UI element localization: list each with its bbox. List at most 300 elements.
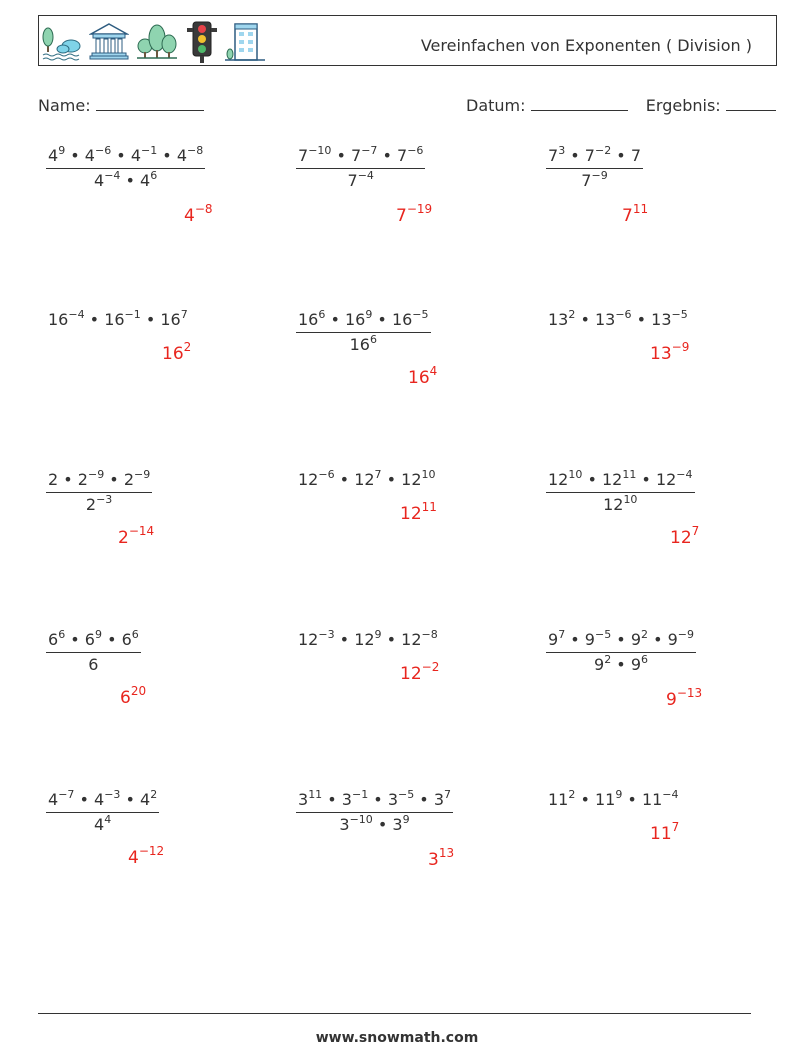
- power-base: 12: [548, 470, 569, 489]
- power-base: 16: [162, 344, 184, 364]
- power-exponent: 4: [429, 364, 438, 378]
- power-base: 12: [400, 664, 422, 684]
- power-exponent: 6: [641, 653, 648, 666]
- power-exponent: 7: [180, 308, 188, 321]
- problem-8: [296, 470, 438, 492]
- power-exponent: −9: [87, 468, 105, 481]
- power-term: [298, 630, 335, 649]
- power-exponent: 6: [150, 169, 158, 182]
- power-term: [78, 470, 104, 489]
- multiply-dot: •: [101, 630, 122, 649]
- power-base: 9: [666, 690, 677, 710]
- power-base: 4: [94, 790, 105, 809]
- power-base: 6: [120, 688, 131, 708]
- power-term: [160, 310, 187, 329]
- power-base: 7: [351, 146, 362, 165]
- power-term: [595, 790, 622, 809]
- power-exponent: −4: [68, 308, 85, 321]
- power-exponent: 11: [421, 500, 437, 514]
- power-base: 6: [88, 655, 99, 674]
- power-base: 3: [433, 790, 445, 809]
- power-exponent: −13: [676, 686, 703, 700]
- traffic-light-icon: [185, 20, 219, 64]
- power-exponent: −7: [58, 788, 75, 801]
- power-base: 13: [594, 310, 616, 329]
- power-base: 4: [176, 146, 188, 165]
- power-exponent: 7: [444, 788, 452, 801]
- power-base: 11: [650, 824, 672, 844]
- power-base: 9: [548, 630, 559, 649]
- power-term: [342, 790, 368, 809]
- power-base: 12: [400, 504, 422, 524]
- power-term: [48, 146, 65, 165]
- power-base: 12: [298, 470, 319, 489]
- date-blank[interactable]: [531, 94, 628, 111]
- power-base: 12: [601, 470, 623, 489]
- power-exponent: 10: [623, 493, 638, 506]
- power-term: [128, 844, 165, 868]
- power-exponent: −12: [138, 844, 165, 858]
- power-base: 12: [298, 630, 319, 649]
- power-base: 16: [298, 310, 319, 329]
- power-exponent: 6: [131, 628, 139, 641]
- power-exponent: −5: [398, 788, 415, 801]
- expression: [546, 310, 690, 332]
- power-base: 7: [581, 171, 592, 190]
- power-exponent: −5: [412, 308, 429, 321]
- power-base: 6: [48, 630, 59, 649]
- fraction-numerator: [546, 146, 643, 168]
- problem-3: [546, 146, 643, 190]
- fraction-numerator: [296, 790, 453, 812]
- power-base: 3: [339, 815, 350, 834]
- power-term: [94, 171, 120, 190]
- multiply-dot: •: [611, 630, 631, 649]
- power-term: [670, 524, 700, 548]
- power-exponent: −3: [96, 493, 113, 506]
- power-term: [120, 684, 147, 708]
- multiply-dot: •: [414, 790, 434, 809]
- fraction-denominator: [46, 493, 152, 514]
- power-term: [642, 790, 679, 809]
- power-base: 16: [349, 335, 370, 354]
- power-term: [88, 655, 98, 674]
- trees-icon: [135, 22, 179, 62]
- answer-5: [408, 364, 438, 388]
- power-base: 3: [428, 850, 439, 870]
- expression: [296, 630, 440, 652]
- problem-12: [546, 630, 696, 674]
- fraction-denominator: [46, 169, 205, 190]
- power-exponent: 2: [604, 653, 612, 666]
- fraction-numerator: [546, 630, 696, 652]
- power-term: [602, 470, 636, 489]
- name-blank[interactable]: [96, 94, 204, 111]
- power-exponent: −6: [407, 144, 424, 157]
- power-term: [392, 815, 409, 834]
- power-term: [392, 310, 429, 329]
- footer-divider: [38, 1013, 751, 1014]
- power-exponent: −4: [676, 468, 693, 481]
- power-term: [104, 310, 141, 329]
- power-base: 9: [594, 655, 605, 674]
- power-exponent: 10: [421, 468, 436, 481]
- footer-url: www.snowmath.com: [315, 1030, 479, 1046]
- multiply-dot: •: [565, 146, 585, 165]
- power-term: [668, 630, 694, 649]
- power-term: [548, 146, 565, 165]
- power-term: [428, 846, 455, 870]
- power-base: 11: [641, 790, 663, 809]
- power-term: [94, 815, 111, 834]
- power-base: 7: [397, 146, 408, 165]
- multiply-dot: •: [648, 630, 668, 649]
- power-term: [585, 146, 611, 165]
- power-term: [48, 310, 85, 329]
- power-exponent: 2: [568, 308, 576, 321]
- worksheet-title: Vereinfachen von Exponenten ( Division ): [420, 36, 752, 55]
- expression: [46, 310, 190, 332]
- multiply-dot: •: [372, 310, 392, 329]
- power-term: [400, 660, 440, 684]
- power-term: [124, 470, 150, 489]
- power-exponent: −2: [594, 144, 612, 157]
- power-term: [118, 524, 155, 548]
- power-base: 4: [140, 790, 151, 809]
- problem-2: [296, 146, 425, 190]
- fraction-denominator: [546, 653, 696, 674]
- power-exponent: 11: [308, 788, 323, 801]
- power-term: [603, 495, 637, 514]
- problem-4: [46, 310, 190, 332]
- power-exponent: 10: [568, 468, 583, 481]
- power-term: [401, 630, 438, 649]
- multiply-dot: •: [65, 146, 85, 165]
- power-base: 12: [670, 528, 692, 548]
- power-exponent: −10: [308, 144, 332, 157]
- expression: [546, 790, 681, 812]
- power-exponent: −9: [134, 468, 151, 481]
- nature-icon: [41, 22, 83, 62]
- power-term: [345, 310, 372, 329]
- power-exponent: −8: [187, 144, 204, 157]
- multiply-dot: •: [84, 310, 105, 329]
- problem-14: [296, 790, 453, 834]
- power-term: [298, 470, 335, 489]
- power-base: 12: [401, 470, 422, 489]
- power-term: [622, 202, 649, 226]
- problem-10: [46, 630, 141, 674]
- power-exponent: 6: [369, 333, 377, 346]
- power-term: [585, 630, 611, 649]
- fraction-numerator: [296, 310, 431, 332]
- power-exponent: −2: [421, 660, 440, 674]
- power-term: [348, 171, 374, 190]
- power-base: 7: [630, 146, 641, 165]
- answer-15: [650, 820, 680, 844]
- power-base: 12: [354, 630, 375, 649]
- power-base: 11: [548, 790, 569, 809]
- power-term: [298, 310, 325, 329]
- problem-5: [296, 310, 431, 354]
- multiply-dot: •: [622, 790, 642, 809]
- fraction-numerator: [296, 146, 425, 168]
- answer-2: [396, 202, 433, 226]
- multiply-dot: •: [65, 630, 85, 649]
- power-exponent: 3: [558, 144, 566, 157]
- power-base: 7: [347, 171, 358, 190]
- power-base: 4: [94, 171, 105, 190]
- power-exponent: 6: [58, 628, 66, 641]
- power-base: 7: [396, 206, 407, 226]
- power-base: 13: [548, 310, 569, 329]
- name-field[interactable]: [38, 94, 204, 115]
- power-base: 7: [584, 146, 595, 165]
- answer-4: [162, 340, 192, 364]
- power-exponent: 7: [558, 628, 566, 641]
- power-term: [408, 364, 438, 388]
- multiply-dot: •: [331, 146, 352, 165]
- fraction-numerator: [546, 470, 695, 492]
- power-term: [184, 202, 213, 226]
- multiply-dot: •: [58, 470, 78, 489]
- multiply-dot: •: [575, 310, 595, 329]
- power-base: 2: [123, 470, 134, 489]
- power-exponent: −1: [141, 144, 158, 157]
- power-term: [85, 146, 111, 165]
- multiply-dot: •: [381, 630, 402, 649]
- power-base: 2: [77, 470, 88, 489]
- power-base: 4: [94, 815, 105, 834]
- power-exponent: 11: [622, 468, 637, 481]
- result-label: Ergebnis:: [645, 96, 721, 115]
- answer-3: [622, 202, 649, 226]
- power-exponent: 6: [318, 308, 326, 321]
- power-base: 9: [667, 630, 678, 649]
- power-exponent: −19: [406, 202, 433, 216]
- answer-8: [400, 500, 437, 524]
- power-exponent: −9: [591, 169, 608, 182]
- power-term: [162, 340, 192, 364]
- fraction-numerator: [46, 630, 141, 652]
- answer-9: [670, 524, 700, 548]
- power-exponent: 20: [130, 684, 147, 698]
- fraction-denominator: [296, 333, 431, 354]
- power-term: [594, 655, 611, 674]
- power-term: [388, 790, 414, 809]
- fraction-denominator: [46, 813, 159, 834]
- problem-9: [546, 470, 695, 514]
- power-base: 2: [85, 495, 97, 514]
- power-base: 2: [48, 470, 59, 489]
- power-exponent: 2: [150, 788, 158, 801]
- multiply-dot: •: [325, 310, 345, 329]
- power-base: 4: [184, 206, 195, 226]
- power-exponent: 9: [365, 308, 373, 321]
- fraction-denominator: [296, 813, 453, 834]
- power-exponent: 2: [568, 788, 576, 801]
- fraction-denominator: [46, 653, 141, 674]
- multiply-dot: •: [582, 470, 602, 489]
- power-exponent: −1: [351, 788, 369, 801]
- power-term: [94, 790, 120, 809]
- power-term: [48, 790, 74, 809]
- power-term: [122, 630, 139, 649]
- problem-13: [46, 790, 159, 834]
- multiply-dot: •: [334, 470, 355, 489]
- power-exponent: −3: [318, 628, 335, 641]
- power-term: [548, 470, 582, 489]
- power-term: [140, 790, 157, 809]
- multiply-dot: •: [372, 815, 393, 834]
- power-base: 16: [344, 310, 366, 329]
- power-term: [85, 630, 102, 649]
- power-exponent: −4: [662, 788, 679, 801]
- multiply-dot: •: [111, 146, 131, 165]
- multiply-dot: •: [157, 146, 177, 165]
- multiply-dot: •: [120, 790, 141, 809]
- power-term: [354, 470, 381, 489]
- power-exponent: −9: [671, 340, 690, 354]
- fraction-denominator: [296, 169, 425, 190]
- power-term: [651, 310, 688, 329]
- multiply-dot: •: [565, 630, 585, 649]
- expression: [296, 470, 438, 492]
- problem-7: [46, 470, 152, 514]
- power-base: 16: [391, 310, 413, 329]
- power-exponent: −1: [124, 308, 141, 321]
- power-base: 12: [603, 495, 624, 514]
- multiply-dot: •: [381, 470, 402, 489]
- power-term: [581, 171, 607, 190]
- multiply-dot: •: [368, 790, 388, 809]
- power-base: 3: [387, 790, 398, 809]
- power-term: [177, 146, 203, 165]
- multiply-dot: •: [377, 146, 398, 165]
- power-base: 6: [84, 630, 95, 649]
- power-base: 9: [584, 630, 595, 649]
- power-exponent: 7: [691, 524, 700, 538]
- power-term: [354, 630, 381, 649]
- power-exponent: 4: [104, 813, 112, 826]
- power-base: 12: [354, 470, 375, 489]
- answer-13: [128, 844, 165, 868]
- power-exponent: −5: [594, 628, 612, 641]
- multiply-dot: •: [611, 655, 631, 674]
- power-base: 4: [48, 146, 59, 165]
- power-exponent: −10: [349, 813, 373, 826]
- fraction-denominator: [546, 169, 643, 190]
- multiply-dot: •: [74, 790, 95, 809]
- power-exponent: 13: [438, 846, 455, 860]
- power-exponent: 2: [183, 340, 192, 354]
- building-icon: [225, 20, 265, 64]
- multiply-dot: •: [322, 790, 342, 809]
- power-base: 7: [622, 206, 633, 226]
- museum-icon: [89, 22, 129, 62]
- date-result-fields: [466, 94, 776, 115]
- fraction-denominator: [546, 493, 695, 514]
- power-term: [400, 500, 437, 524]
- power-exponent: −4: [104, 169, 121, 182]
- power-term: [131, 146, 157, 165]
- multiply-dot: •: [334, 630, 355, 649]
- problem-11: [296, 630, 440, 652]
- power-term: [434, 790, 451, 809]
- power-base: 4: [140, 171, 151, 190]
- power-term: [631, 630, 648, 649]
- power-exponent: −5: [671, 308, 688, 321]
- power-exponent: −8: [194, 202, 213, 216]
- power-base: 3: [341, 790, 352, 809]
- power-exponent: 9: [58, 144, 66, 157]
- power-exponent: −4: [357, 169, 374, 182]
- power-term: [666, 686, 703, 710]
- fraction-numerator: [46, 790, 159, 812]
- fraction-numerator: [46, 470, 152, 492]
- power-term: [350, 335, 377, 354]
- power-term: [86, 495, 112, 514]
- power-base: 13: [651, 310, 672, 329]
- power-term: [48, 630, 65, 649]
- power-base: 16: [160, 310, 181, 329]
- power-base: 3: [298, 790, 309, 809]
- power-exponent: 9: [615, 788, 623, 801]
- power-base: 7: [298, 146, 309, 165]
- power-exponent: −3: [104, 788, 121, 801]
- power-base: 4: [128, 848, 139, 868]
- multiply-dot: •: [636, 470, 656, 489]
- power-term: [548, 630, 565, 649]
- result-blank[interactable]: [726, 94, 776, 111]
- power-base: 6: [121, 630, 132, 649]
- power-term: [401, 470, 435, 489]
- answer-1: [184, 202, 213, 226]
- power-exponent: 9: [94, 628, 102, 641]
- power-term: [140, 171, 157, 190]
- power-base: 9: [630, 655, 641, 674]
- fraction-numerator: [46, 146, 205, 168]
- power-term: [298, 146, 331, 165]
- power-term: [650, 340, 690, 364]
- answer-14: [428, 846, 455, 870]
- multiply-dot: •: [120, 171, 141, 190]
- power-term: [339, 815, 372, 834]
- power-base: 11: [594, 790, 616, 809]
- power-exponent: 7: [671, 820, 680, 834]
- multiply-dot: •: [140, 310, 161, 329]
- power-base: 9: [630, 630, 641, 649]
- power-base: 16: [48, 310, 69, 329]
- header-icons: [41, 19, 265, 65]
- power-base: 4: [130, 146, 141, 165]
- problem-6: [546, 310, 690, 332]
- multiply-dot: •: [611, 146, 631, 165]
- power-exponent: −6: [615, 308, 632, 321]
- power-term: [548, 790, 575, 809]
- power-term: [595, 310, 632, 329]
- problem-15: [546, 790, 681, 812]
- power-exponent: −9: [677, 628, 695, 641]
- power-base: 2: [118, 528, 129, 548]
- power-base: 12: [655, 470, 677, 489]
- power-exponent: −14: [128, 524, 155, 538]
- answer-11: [400, 660, 440, 684]
- power-exponent: 11: [632, 202, 649, 216]
- power-term: [48, 470, 58, 489]
- power-exponent: −7: [361, 144, 378, 157]
- power-base: 4: [84, 146, 95, 165]
